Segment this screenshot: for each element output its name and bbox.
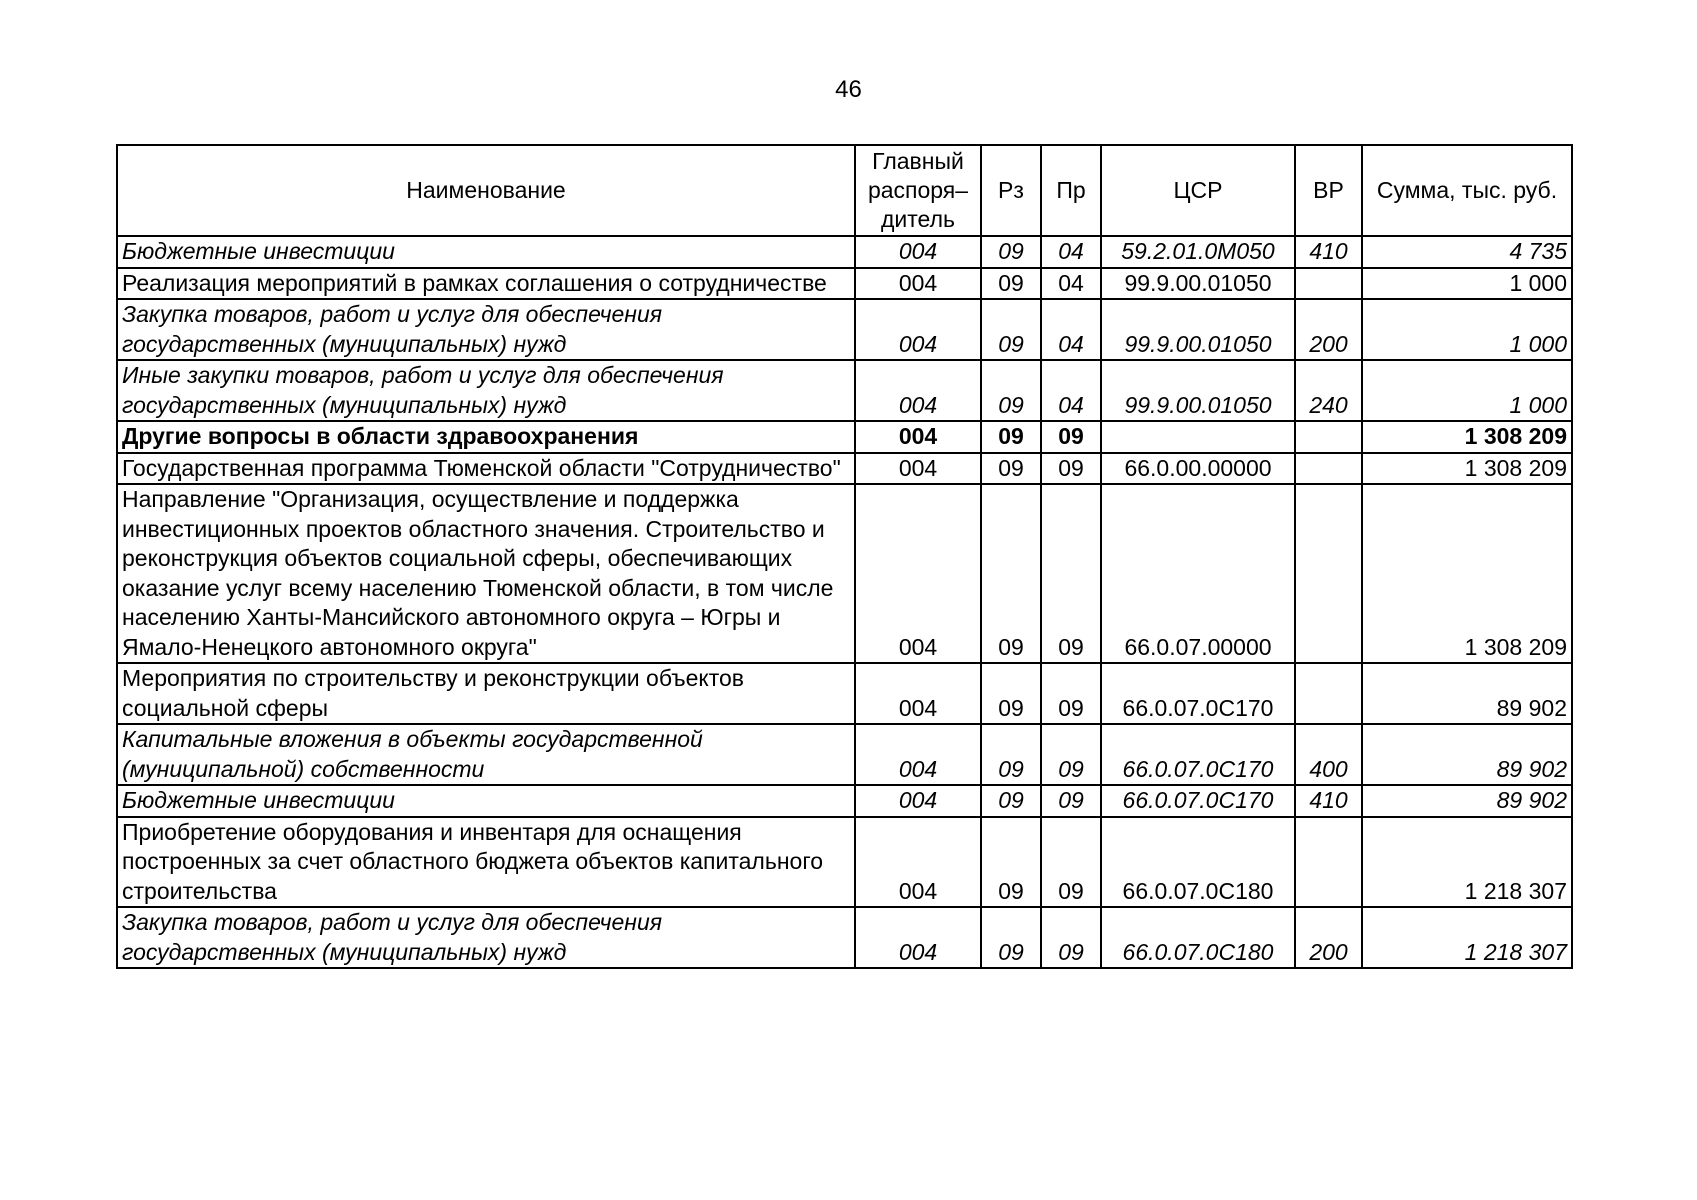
cell-rz: 09 bbox=[981, 484, 1041, 663]
cell-main-manager: 004 bbox=[855, 907, 981, 968]
cell-main-manager: 004 bbox=[855, 299, 981, 360]
cell-vr: 200 bbox=[1295, 299, 1362, 360]
cell-rz: 09 bbox=[981, 724, 1041, 785]
cell-vr bbox=[1295, 268, 1362, 300]
table-row bbox=[117, 236, 1572, 268]
table-header-row bbox=[117, 145, 1572, 236]
cell-vr: 200 bbox=[1295, 907, 1362, 968]
cell-rz: 09 bbox=[981, 360, 1041, 421]
cell-csr: 99.9.00.01050 bbox=[1101, 268, 1295, 300]
cell-vr: 410 bbox=[1295, 785, 1362, 817]
cell-sum: 1 000 bbox=[1362, 299, 1572, 360]
cell-csr bbox=[1101, 421, 1295, 453]
header-vr: ВР bbox=[1295, 145, 1362, 236]
table-row bbox=[117, 724, 1572, 785]
header-rz: Рз bbox=[981, 145, 1041, 236]
cell-pr: 09 bbox=[1041, 663, 1101, 724]
cell-csr: 66.0.07.0С180 bbox=[1101, 907, 1295, 968]
cell-name: Другие вопросы в области здравоохранения bbox=[117, 421, 855, 453]
cell-sum: 4 735 bbox=[1362, 236, 1572, 268]
cell-sum: 1 308 209 bbox=[1362, 484, 1572, 663]
cell-csr: 66.0.00.00000 bbox=[1101, 453, 1295, 485]
cell-pr: 09 bbox=[1041, 907, 1101, 968]
cell-main-manager: 004 bbox=[855, 484, 981, 663]
cell-main-manager: 004 bbox=[855, 268, 981, 300]
cell-name: Направление "Организация, осуществление и поддержка инвестиционных проектов областного значения. Строительство и реконструкция объектов социальной сферы, обеспечивающих оказание услуг всему населению Тюменской области, в том числе населению Ханты-Мансийского автономного округа – Югры и Ямало-Ненецкого автономного округа" bbox=[117, 484, 855, 663]
cell-main-manager: 004 bbox=[855, 236, 981, 268]
cell-sum: 1 218 307 bbox=[1362, 907, 1572, 968]
cell-main-manager: 004 bbox=[855, 360, 981, 421]
table-row bbox=[117, 785, 1572, 817]
table-row bbox=[117, 663, 1572, 724]
header-pr: Пр bbox=[1041, 145, 1101, 236]
table-row bbox=[117, 907, 1572, 968]
cell-vr: 240 bbox=[1295, 360, 1362, 421]
cell-sum: 1 308 209 bbox=[1362, 453, 1572, 485]
cell-main-manager: 004 bbox=[855, 663, 981, 724]
cell-csr: 66.0.07.0С180 bbox=[1101, 817, 1295, 908]
table-row bbox=[117, 268, 1572, 300]
cell-csr: 66.0.07.00000 bbox=[1101, 484, 1295, 663]
cell-pr: 09 bbox=[1041, 817, 1101, 908]
cell-csr: 66.0.07.0С170 bbox=[1101, 663, 1295, 724]
cell-name: Государственная программа Тюменской области "Сотрудничество" bbox=[117, 453, 855, 485]
cell-pr: 09 bbox=[1041, 785, 1101, 817]
cell-rz: 09 bbox=[981, 453, 1041, 485]
cell-pr: 09 bbox=[1041, 724, 1101, 785]
table-row bbox=[117, 817, 1572, 908]
cell-name: Бюджетные инвестиции bbox=[117, 236, 855, 268]
cell-rz: 09 bbox=[981, 421, 1041, 453]
cell-sum: 89 902 bbox=[1362, 785, 1572, 817]
cell-main-manager: 004 bbox=[855, 421, 981, 453]
cell-rz: 09 bbox=[981, 817, 1041, 908]
cell-name: Капитальные вложения в объекты государственной (муниципальной) собственности bbox=[117, 724, 855, 785]
table-row bbox=[117, 453, 1572, 485]
cell-vr: 410 bbox=[1295, 236, 1362, 268]
cell-sum: 1 218 307 bbox=[1362, 817, 1572, 908]
cell-pr: 09 bbox=[1041, 421, 1101, 453]
table-body bbox=[117, 236, 1572, 968]
header-csr: ЦСР bbox=[1101, 145, 1295, 236]
cell-name: Закупка товаров, работ и услуг для обеспечения государственных (муниципальных) нужд bbox=[117, 907, 855, 968]
header-sum: Сумма, тыс. руб. bbox=[1362, 145, 1572, 236]
cell-pr: 04 bbox=[1041, 360, 1101, 421]
cell-main-manager: 004 bbox=[855, 453, 981, 485]
cell-vr bbox=[1295, 453, 1362, 485]
cell-csr: 66.0.07.0С170 bbox=[1101, 785, 1295, 817]
cell-csr: 66.0.07.0С170 bbox=[1101, 724, 1295, 785]
cell-sum: 89 902 bbox=[1362, 724, 1572, 785]
cell-name: Закупка товаров, работ и услуг для обеспечения государственных (муниципальных) нужд bbox=[117, 299, 855, 360]
cell-vr bbox=[1295, 421, 1362, 453]
cell-sum: 1 000 bbox=[1362, 360, 1572, 421]
header-main-manager: Главный распоря–дитель bbox=[855, 145, 981, 236]
cell-rz: 09 bbox=[981, 907, 1041, 968]
cell-pr: 04 bbox=[1041, 299, 1101, 360]
table-row bbox=[117, 299, 1572, 360]
cell-name: Реализация мероприятий в рамках соглашения о сотрудничестве bbox=[117, 268, 855, 300]
cell-csr: 59.2.01.0М050 bbox=[1101, 236, 1295, 268]
cell-main-manager: 004 bbox=[855, 817, 981, 908]
cell-name: Приобретение оборудования и инвентаря для оснащения построенных за счет областного бюджета объектов капитального строительства bbox=[117, 817, 855, 908]
cell-name: Иные закупки товаров, работ и услуг для обеспечения государственных (муниципальных) нужд bbox=[117, 360, 855, 421]
cell-vr bbox=[1295, 817, 1362, 908]
cell-vr bbox=[1295, 663, 1362, 724]
cell-rz: 09 bbox=[981, 785, 1041, 817]
header-name: Наименование bbox=[117, 145, 855, 236]
cell-main-manager: 004 bbox=[855, 785, 981, 817]
cell-sum: 89 902 bbox=[1362, 663, 1572, 724]
cell-vr bbox=[1295, 484, 1362, 663]
cell-name: Мероприятия по строительству и реконструкции объектов социальной сферы bbox=[117, 663, 855, 724]
cell-csr: 99.9.00.01050 bbox=[1101, 360, 1295, 421]
table-row bbox=[117, 360, 1572, 421]
cell-csr: 99.9.00.01050 bbox=[1101, 299, 1295, 360]
cell-sum: 1 308 209 bbox=[1362, 421, 1572, 453]
table-row bbox=[117, 421, 1572, 453]
cell-name: Бюджетные инвестиции bbox=[117, 785, 855, 817]
cell-pr: 09 bbox=[1041, 484, 1101, 663]
cell-rz: 09 bbox=[981, 299, 1041, 360]
cell-rz: 09 bbox=[981, 236, 1041, 268]
cell-pr: 04 bbox=[1041, 236, 1101, 268]
cell-rz: 09 bbox=[981, 663, 1041, 724]
table-row bbox=[117, 484, 1572, 663]
cell-main-manager: 004 bbox=[855, 724, 981, 785]
cell-vr: 400 bbox=[1295, 724, 1362, 785]
budget-table bbox=[116, 144, 1573, 969]
cell-rz: 09 bbox=[981, 268, 1041, 300]
cell-pr: 09 bbox=[1041, 453, 1101, 485]
cell-sum: 1 000 bbox=[1362, 268, 1572, 300]
page-number: 46 bbox=[835, 76, 862, 103]
cell-pr: 04 bbox=[1041, 268, 1101, 300]
